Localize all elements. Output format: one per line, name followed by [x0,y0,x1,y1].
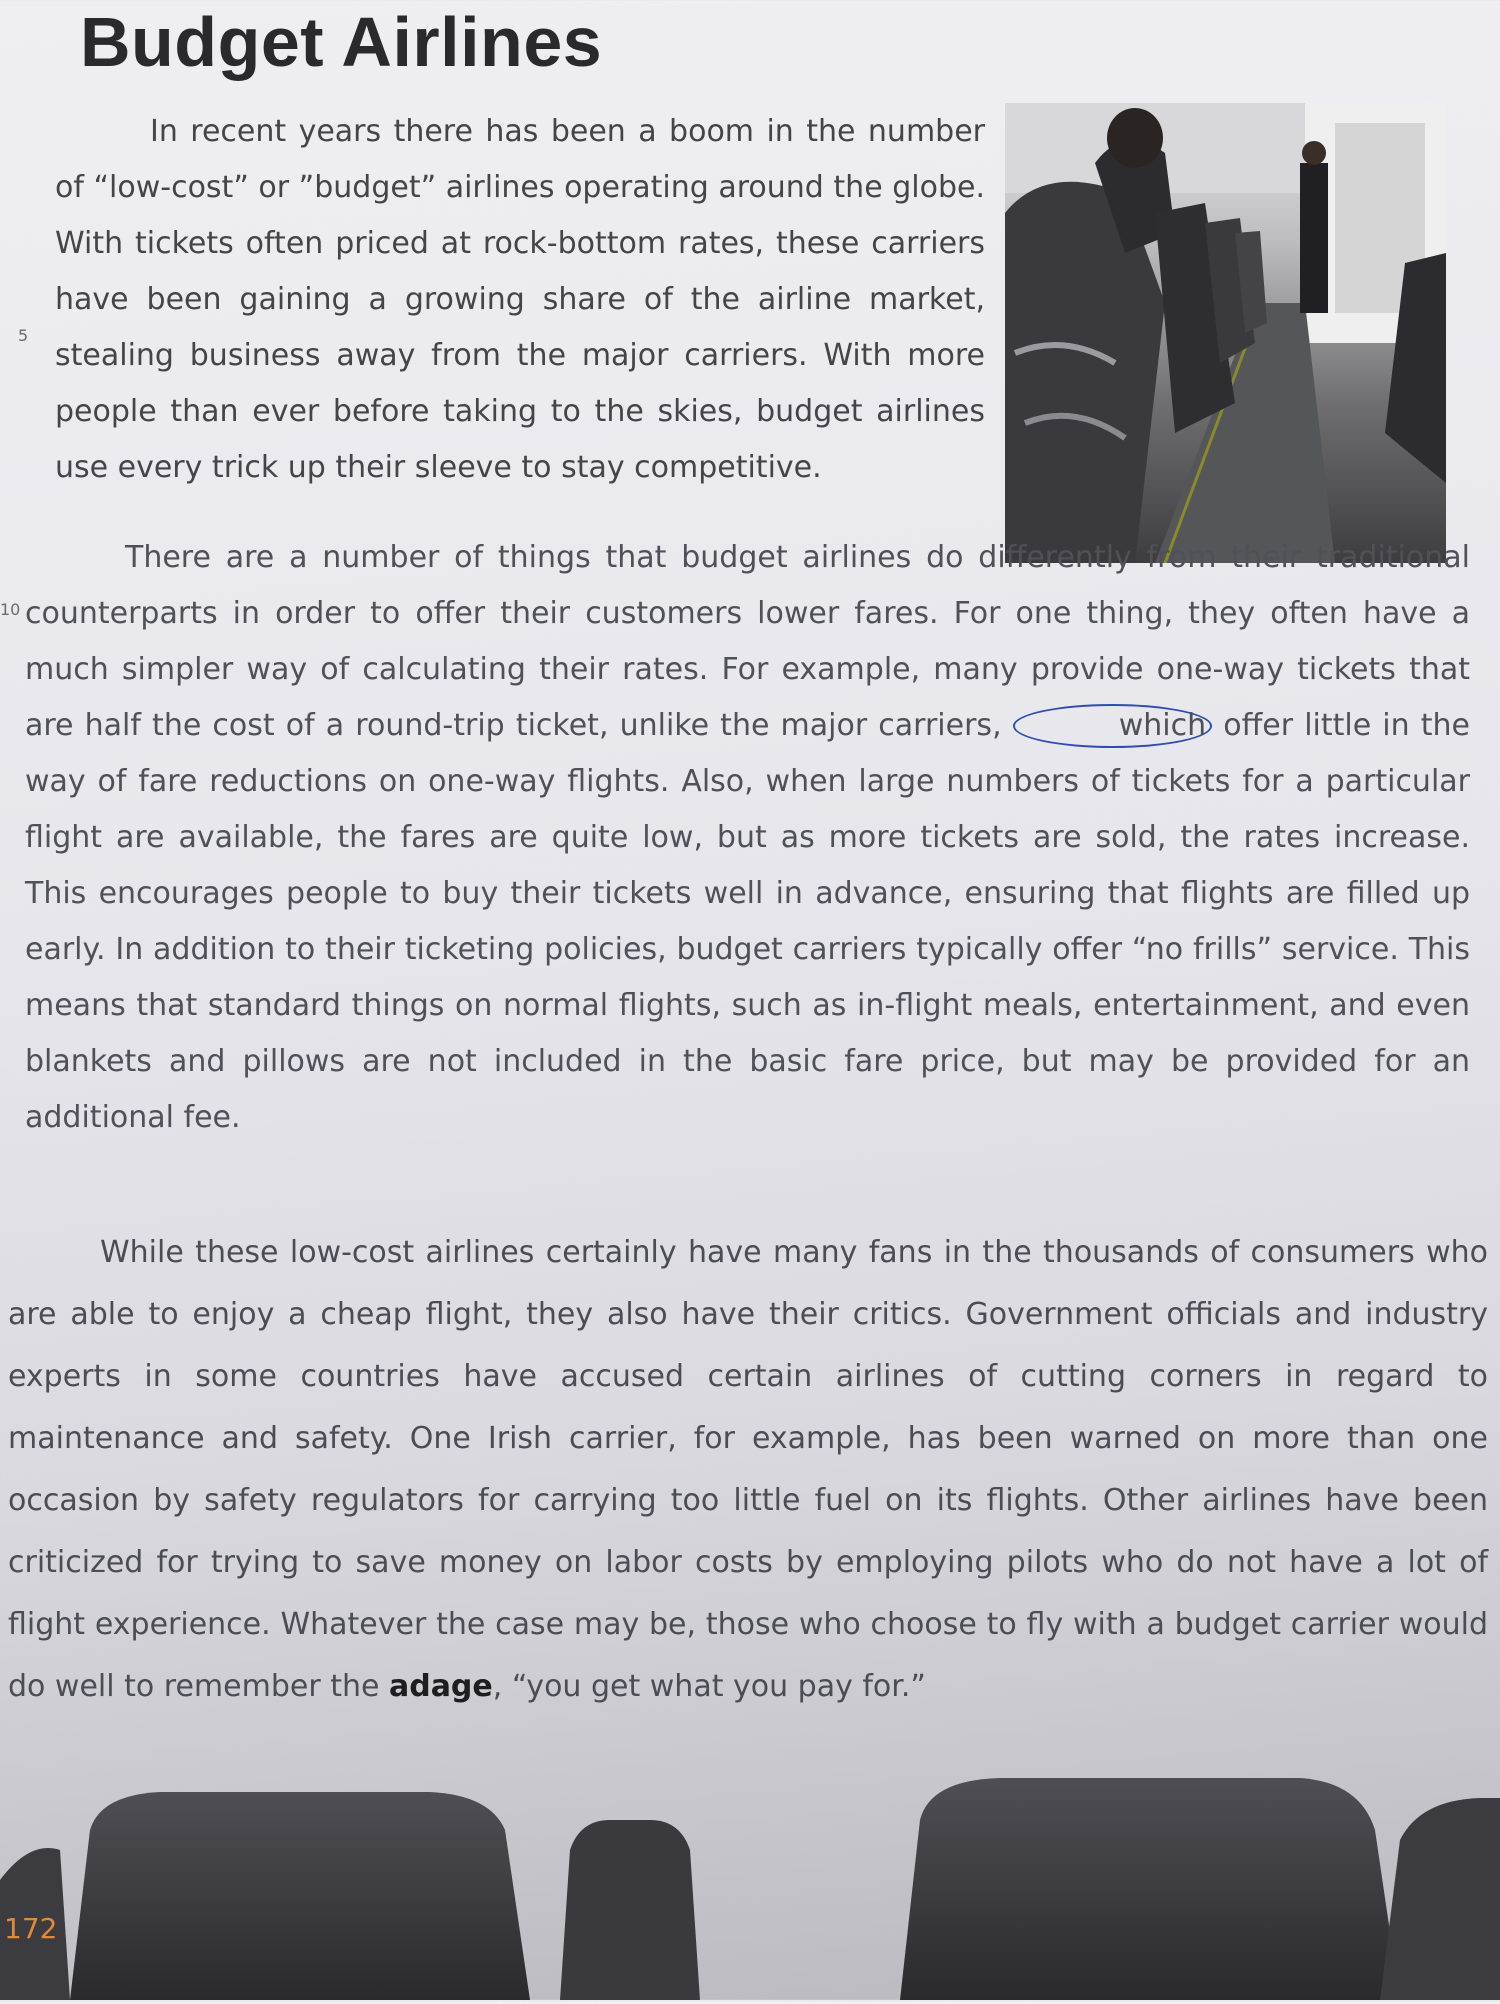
airplane-cabin-illustration [1005,103,1446,563]
paragraph-1: In recent years there has been a boom in the number of “low-cost” or ”budget” airlines operating around the globe. With tickets often priced at rock-bottom rates, these carriers have been gaining a growing share of the airline market, stealing business away from the major carriers. With more people than ever before taking to the skies, budget airlines use every trick up their sleeve to stay competitive. [55,114,985,485]
airplane-seats-background [0,1770,1500,2000]
paragraph-3-text-after: , “you get what you pay for.” [492,1669,926,1704]
page-title: Budget Airlines [80,3,603,81]
line-number-5: 5 [18,326,29,345]
seat-silhouettes [0,1770,1500,2000]
airplane-cabin-photo [1005,103,1446,563]
paragraph-3-text-before: While these low-cost airlines certainly have many fans in the thousands of consumers who are able to enjoy a cheap flight, they also have their critics. Government officials and industry experts in some countries have accused certain airlines of cutting corners in regard to maintenance and safety. One Irish carrier, for example, has been warned on more than one occasion by safety regulators for carrying too little fuel on its flights. Other airlines have been criticized for trying to save money on labor costs by employing pilots who do not have a lot of flight experience. Whatever the case may be, those who choose to fly with a budget carrier would do well to remember the [8,1235,1488,1704]
circled-word: which [1013,704,1212,748]
paragraph-2 [25,530,1470,1146]
paragraph-2-text-after: offer little in the way of fare reductions on one-way flights. Also, when large numbers of tickets for a particular flight are available, the fares are quite low, but as more tickets are sold, the rates increase. This encourages people to buy their tickets well in advance, ensuring that flights are filled up early. In addition to their ticketing policies, budget carriers typically offer “no frills” service. This means that standard things on normal flights, such as in-flight meals, entertainment, and even blankets and pillows are not included in the basic fare price, but may be provided for an additional fee. [25,708,1471,1135]
paragraph-2-text-before: There are a number of things that budget airlines do differently from their traditional counterparts in order to offer their customers lower fares. For one thing, they often have a much simpler way of calculating their rates. For example, many provide one-way tickets that are half the cost of a round-trip ticket, unlike the major carriers, [25,540,1470,743]
vocabulary-word: adage [388,1669,493,1704]
line-number-10: 10 [0,600,21,619]
page-number: 172 [4,1912,58,1945]
paragraph-3 [8,1222,1488,1718]
